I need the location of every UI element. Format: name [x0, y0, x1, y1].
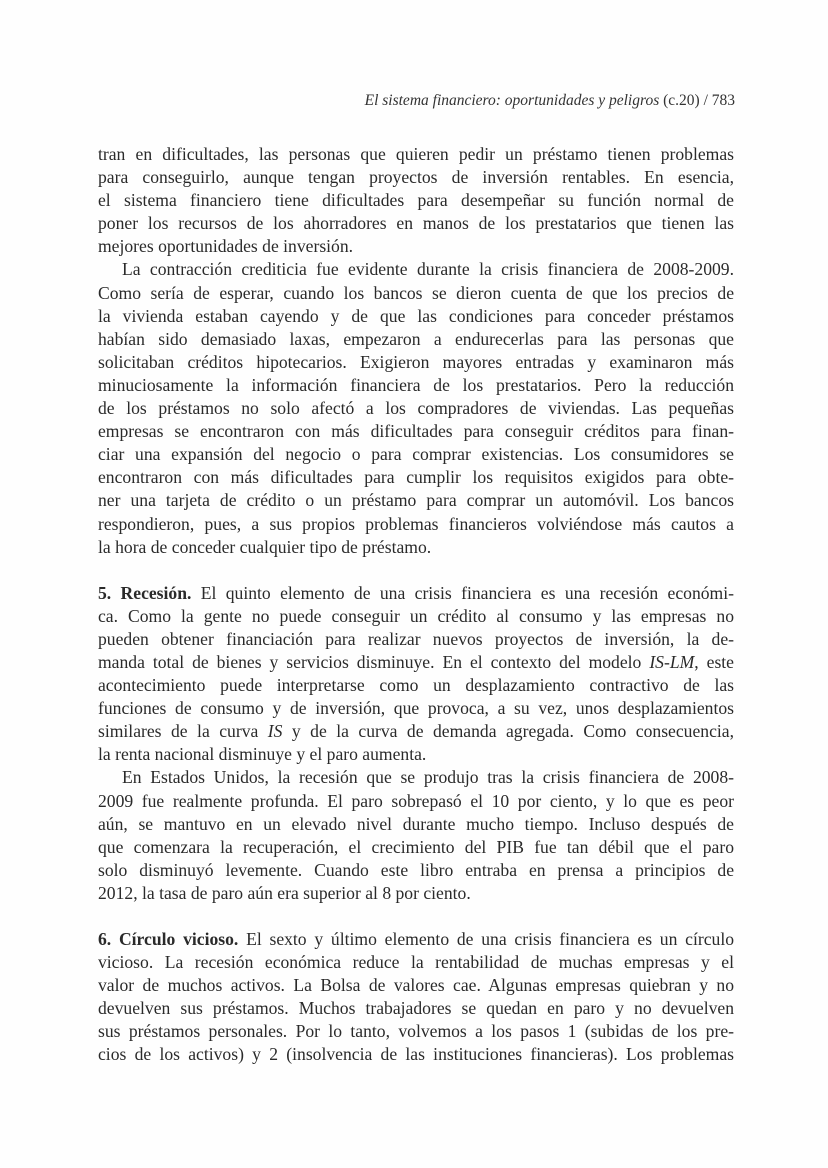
text-line: poner los recursos de los ahorradores en manos de los prestatarios que tienen las [98, 213, 734, 234]
text-line: devuelven sus préstamos. Muchos trabajadores se quedan en paro y no devuelven [98, 998, 734, 1019]
text-line: tran en dificultades, las personas que quieren pedir un préstamo tienen problemas [98, 144, 734, 164]
text-line [98, 928, 734, 951]
text-line: ca. Como la gente no puede conseguir un crédito al consumo y las empresas no [98, 605, 734, 626]
body-text [98, 143, 734, 1067]
text-line: para conseguirlo, aunque tengan proyectos de inversión rentables. En esencia, [98, 167, 734, 188]
text-line: minuciosamente la información financiera de los prestatarios. Pero la reducción [98, 374, 734, 395]
text-line: aún, se mantuvo en un elevado nivel durante mucho tiempo. Incluso después de [98, 813, 734, 834]
separator: / [703, 92, 708, 109]
text-line: sus préstamos personales. Por lo tanto, volvemos a los pasos 1 (subidas de los pre- [98, 1021, 734, 1042]
text-line: cios de los activos) y 2 (insolvencia de las instituciones financieras). Los problemas [98, 1044, 734, 1065]
text-run: manda total de bienes y servicios disminuye. En el contexto del modelo [98, 651, 650, 672]
text-line: 2012, la tasa de paro aún era superior al 8 por ciento. [98, 882, 471, 903]
paragraph-continuation [98, 143, 734, 258]
text-run: El quinto elemento de una crisis financiera es una recesión económi- [191, 582, 734, 603]
text-line: mejores oportunidades de inversión. [98, 236, 354, 257]
text-line: encontraron con más dificultades para cumplir los requisitos exigidos para obte- [98, 467, 734, 488]
text-line [98, 582, 734, 605]
text-run: y de la curva de demanda agregada. Como consecuencia, [282, 721, 734, 742]
text-line: solo disminuyó levemente. Cuando este libro entraba en prensa a principios de [98, 859, 734, 880]
page-number: 783 [711, 92, 735, 109]
text-run: El sexto y último elemento de una crisis financiera es un círculo [238, 929, 735, 949]
section-recession [98, 582, 734, 767]
text-line: la vivienda estaban cayendo y de que las condiciones para conceder préstamos [98, 305, 734, 326]
text-line: la hora de conceder cualquier tipo de préstamo. [98, 536, 432, 557]
running-head [365, 92, 735, 110]
text-line: ner una tarjeta de crédito o un préstamo para comprar un automóvil. Los bancos [98, 490, 734, 511]
text-line [98, 651, 734, 674]
chapter-number: (c.20) [663, 92, 700, 109]
section-heading: 6. Círculo vicioso. [98, 929, 239, 949]
model-term: IS-LM [649, 651, 695, 672]
text-line: Como sería de esperar, cuando los bancos se dieron cuenta de que los precios de [98, 282, 734, 303]
text-line [98, 720, 734, 743]
text-line: de los préstamos no solo afectó a los compradores de viviendas. Las pequeñas [98, 398, 734, 419]
text-line: respondieron, pues, a sus propios problemas financieros volviéndose más cautos a [98, 513, 734, 534]
text-line: ciar una expansión del negocio o para comprar existencias. Los consumidores se [98, 444, 734, 465]
text-run: , este [694, 651, 734, 672]
paragraph-credit-crunch [98, 258, 734, 558]
section-heading: 5. Recesión. [98, 582, 192, 603]
curve-term: IS [267, 721, 283, 742]
section-vicious-circle [98, 928, 734, 1067]
text-line: 2009 fue realmente profunda. El paro sobrepasó el 10 por ciento, y lo que es peor [98, 790, 734, 811]
paragraph-us-recession [98, 766, 734, 905]
text-line: vicioso. La recesión económica reduce la rentabilidad de muchas empresas y el [98, 952, 734, 973]
text-line: que comenzara la recuperación, el crecimiento del PIB fue tan débil que el paro [98, 836, 734, 857]
text-line: acontecimiento puede interpretarse como un desplazamiento contractivo de las [98, 675, 734, 696]
text-line: La contracción crediticia fue evidente durante la crisis financiera de 2008-2009. [122, 259, 734, 280]
chapter-title: El sistema financiero: oportunidades y peligros [364, 92, 660, 109]
text-line: solicitaban créditos hipotecarios. Exigieron mayores entradas y examinaron más [98, 351, 734, 372]
text-line: En Estados Unidos, la recesión que se produjo tras la crisis financiera de 2008- [122, 767, 734, 788]
text-line: pueden obtener financiación para realizar nuevos proyectos de inversión, la de- [98, 628, 734, 649]
text-line: valor de muchos activos. La Bolsa de valores cae. Algunas empresas quiebran y no [98, 975, 734, 996]
text-line: la renta nacional disminuye y el paro aumenta. [98, 744, 427, 765]
text-run: similares de la curva [98, 721, 268, 742]
text-line: empresas se encontraron con más dificultades para conseguir créditos para finan- [98, 421, 734, 442]
text-line: habían sido demasiado laxas, empezaron a endurecerlas para las personas que [98, 328, 734, 349]
text-line: el sistema financiero tiene dificultades para desempeñar su función normal de [98, 190, 734, 211]
text-line: funciones de consumo y de inversión, que provoca, a su vez, unos desplazamientos [98, 698, 734, 719]
